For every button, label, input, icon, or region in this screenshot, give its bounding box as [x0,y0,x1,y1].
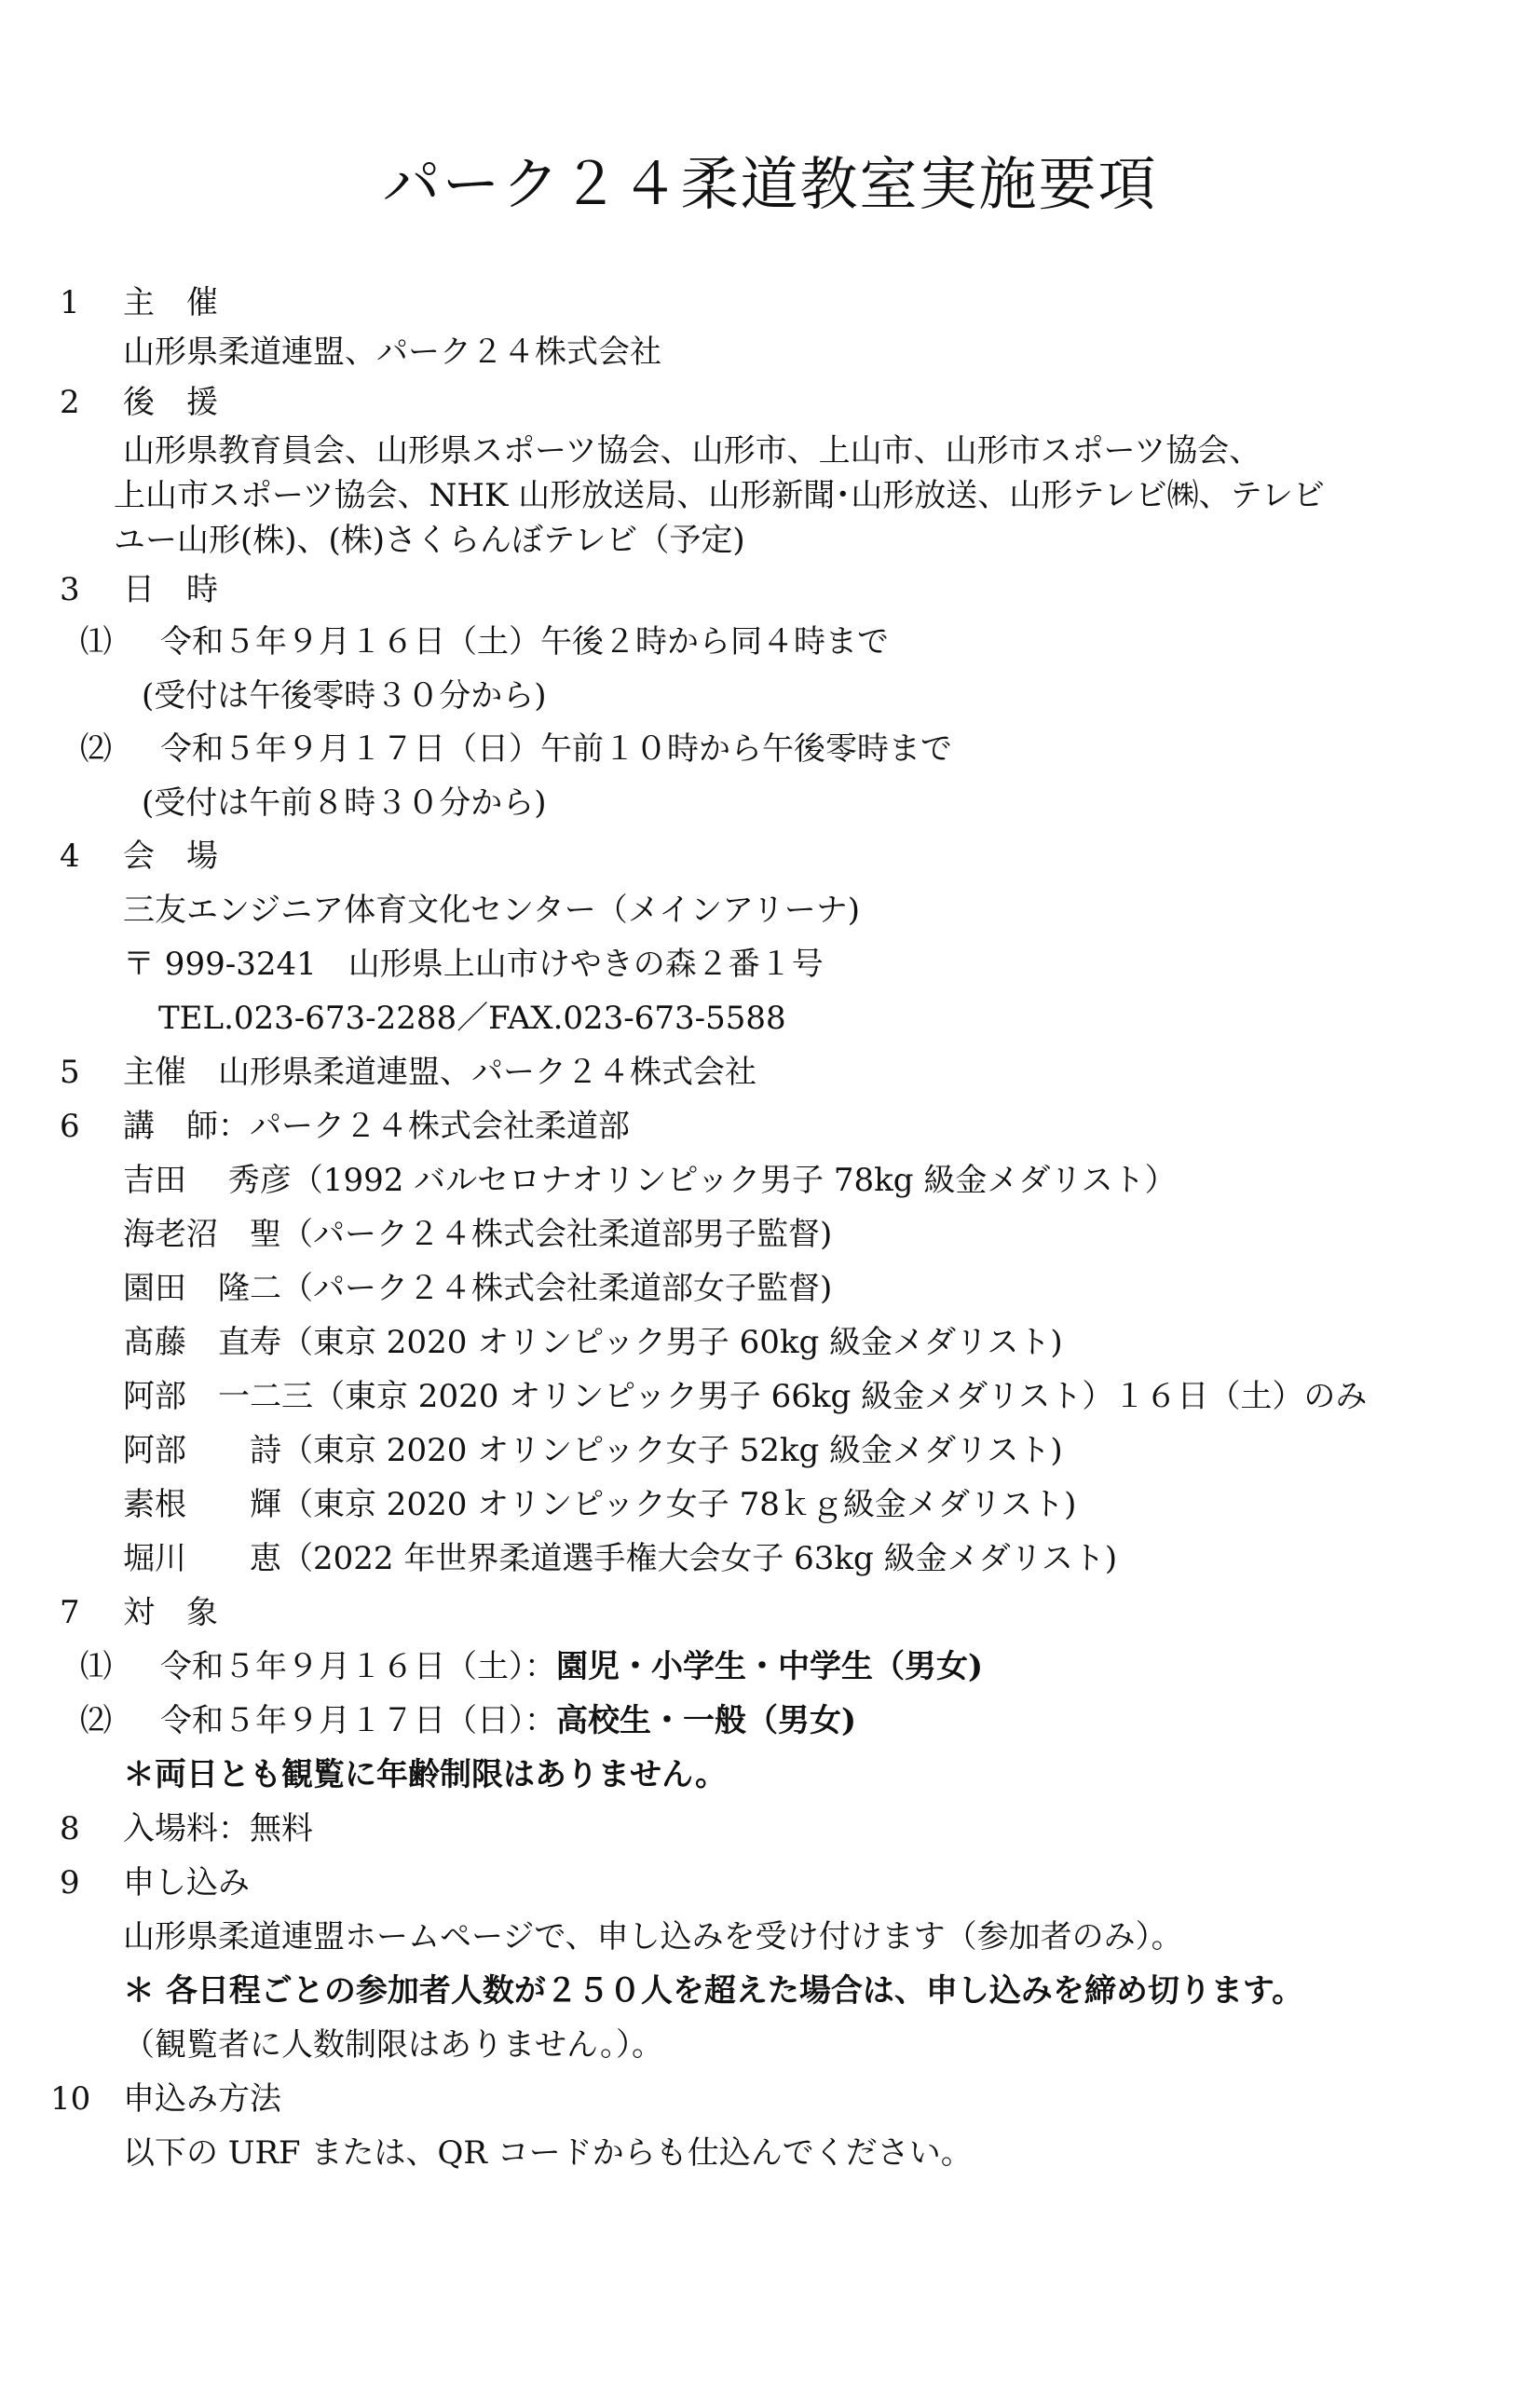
section-7-item-1-date: 令和５年９月１６日（土）： [160,1648,556,1685]
section-7-item-1 [160,1646,983,1687]
section-9-line-3: （観覧者に人数制限はありません。）。 [123,2026,664,2064]
section-3-heading: 日 時 [123,571,218,608]
section-9-number: 9 [60,1864,80,1901]
section-10-line-1: 以下の URF または、QR コードからも仕込んでください。 [123,2134,973,2172]
section-4-tel-fax: TEL.023-673-2288／FAX.023-673-5588 [158,1000,786,1037]
section-9-heading: 申し込み [123,1864,250,1901]
section-10-heading: 申込み方法 [123,2080,281,2118]
section-3-item-1-mark: ⑴ [80,623,112,661]
section-7-item-2-target: 高校生・一般（男女) [556,1702,857,1739]
section-1-heading: 主 催 [123,284,218,321]
section-2-line-3: ユー山形(株)、(株)さくらんぼテレビ（予定) [114,522,745,559]
section-3-item-2-mark: ⑵ [80,730,112,768]
section-7-item-2 [160,1700,856,1741]
section-1-number: 1 [60,284,80,321]
section-8-text: 入場料：無料 [123,1810,313,1847]
section-10-number: 10 [50,2080,91,2118]
instructor-1: 吉田 秀彦（1992 バルセロナオリンピック男子 78kg 級金メダリスト） [123,1162,1177,1199]
instructor-6: 阿部 詩（東京 2020 オリンピック女子 52kg 級金メダリスト) [123,1432,1063,1469]
section-7-item-2-date: 令和５年９月１７日（日）： [160,1702,556,1739]
section-5-number: 5 [60,1054,80,1091]
section-3-item-1-note: (受付は午後零時３０分から) [142,677,547,715]
page-title: パーク２４柔道教室実施要項 [382,150,1158,218]
section-7-item-1-mark: ⑴ [80,1648,112,1685]
section-6-heading: 講 師：パーク２４株式会社柔道部 [123,1108,630,1145]
instructor-5: 阿部 一二三（東京 2020 オリンピック男子 66kg 級金メダリスト）１６日（土）のみ [123,1378,1368,1415]
section-7-number: 7 [60,1594,80,1631]
section-4-venue: 三友エンジニア体育文化センター（メインアリーナ) [123,892,861,929]
section-2-number: 2 [60,384,80,421]
section-7-item-1-target: 園児・小学生・中学生（男女) [556,1648,984,1685]
instructor-7: 素根 輝（東京 2020 オリンピック女子 78ｋｇ級金メダリスト) [123,1486,1077,1523]
instructor-2: 海老沼 聖（パーク２４株式会社柔道部男子監督) [123,1216,833,1253]
section-6-number: 6 [60,1108,80,1145]
section-2-heading: 後 援 [123,384,218,421]
section-7-heading: 対 象 [123,1594,218,1631]
section-3-item-1: 令和５年９月１６日（土）午後２時から同４時まで [160,623,889,661]
section-5-text: 主催 山形県柔道連盟、パーク２４株式会社 [123,1054,756,1091]
instructor-3: 園田 隆二（パーク２４株式会社柔道部女子監督) [123,1270,833,1307]
section-2-line-1: 山形県教育員会、山形県スポーツ協会、山形市、上山市、山形市スポーツ協会、 [123,432,1261,470]
section-3-number: 3 [60,571,80,608]
section-3-item-2-note: (受付は午前８時３０分から) [142,784,547,822]
section-9-line-2: ＊ 各日程ごとの参加者人数が２５０人を超えた場合は、申し込みを締め切ります。 [123,1972,1304,2010]
section-7-note: ＊両日とも観覧に年齢制限はありません。 [123,1756,728,1793]
section-1-body: 山形県柔道連盟、パーク２４株式会社 [123,334,661,371]
instructor-4: 髙藤 直寿（東京 2020 オリンピック男子 60kg 級金メダリスト) [123,1324,1063,1361]
section-7-item-2-mark: ⑵ [80,1702,112,1739]
section-8-number: 8 [60,1810,80,1847]
section-3-item-2: 令和５年９月１７日（日）午前１０時から午後零時まで [160,730,952,768]
section-4-heading: 会 場 [123,838,218,875]
section-4-number: 4 [60,838,80,875]
section-2-line-2: 上山市スポーツ協会、NHK 山形放送局、山形新聞･山形放送、山形テレビ㈱、テレビ [114,477,1325,514]
instructor-8: 堀川 恵（2022 年世界柔道選手権大会女子 63kg 級金メダリスト) [123,1540,1118,1577]
section-9-line-1: 山形県柔道連盟ホームページで、申し込みを受け付けます（参加者のみ）。 [123,1918,1183,1956]
section-4-address: 〒 999-3241 山形県上山市けやきの森２番１号 [123,946,824,983]
